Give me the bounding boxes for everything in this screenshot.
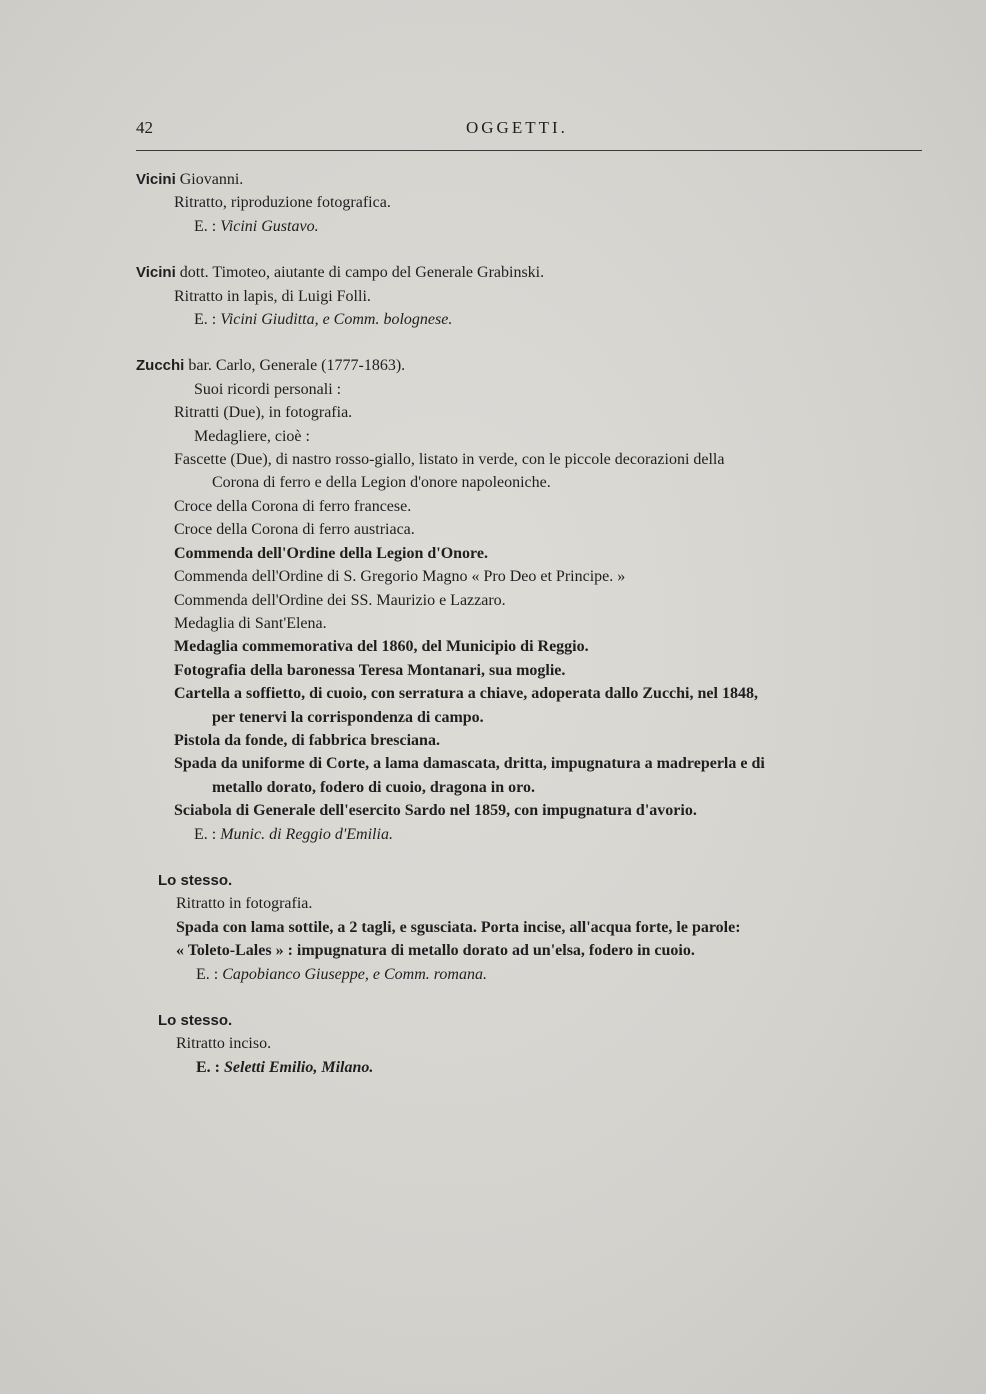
entry-heading [136,354,936,377]
catalog-entry [136,1009,936,1079]
entry-line: Spada con lama sottile, a 2 tagli, e sgusciata. Porta incise, all'acqua forte, le parole: [176,918,741,936]
catalog-entry [136,261,936,331]
entry-line: « Toleto-Lales » : impugnatura di metallo dorato ad un'elsa, fodero in cuoio. [176,942,695,960]
catalog-entry [136,354,936,846]
entry-line: Corona di ferro e della Legion d'onore napoleoniche. [212,474,551,492]
page-header [136,118,922,144]
entry-name: Lo stesso. [158,871,233,889]
entry-line: Croce della Corona di ferro austriaca. [174,521,415,539]
catalog-content [136,168,936,1102]
entry-line: Commenda dell'Ordine della Legion d'Onore. [174,544,488,562]
entry-donor: E. : Vicini Giuditta, e Comm. bolognese. [194,311,453,329]
catalog-entry [136,168,936,238]
header-rule [136,150,922,151]
entry-line: Ritratto in fotografia. [176,895,313,913]
entry-donor: E. : Munic. di Reggio d'Emilia. [194,825,393,843]
entry-line: Spada da uniforme di Corte, a lama damascata, dritta, impugnatura a madreperla e di [174,755,765,773]
entry-line: per tenervi la corrispondenza di campo. [212,708,484,726]
entry-line: Medaglia di Sant'Elena. [174,614,327,632]
entry-line: Pistola da fonde, di fabbrica bresciana. [174,731,440,749]
entry-line: Commenda dell'Ordine di S. Gregorio Magno « Pro Deo et Principe. » [174,568,626,586]
entry-line: Croce della Corona di ferro francese. [174,497,412,515]
entry-line: Cartella a soffietto, di cuoio, con serratura a chiave, adoperata dallo Zucchi, nel 1848, [174,685,758,703]
entry-line: Fascette (Due), di nastro rosso-giallo, listato in verde, con le piccole decorazioni della [174,451,725,469]
entry-line: Ritratto inciso. [176,1035,272,1053]
catalog-entry [136,869,936,986]
running-title: OGGETTI. [466,118,568,137]
entry-heading-rest: bar. Carlo, Generale (1777-1863). [184,357,406,375]
entry-heading [136,869,936,892]
page-number: 42 [136,118,153,137]
entry-line: Medagliere, cioè : [194,427,310,445]
entry-heading-rest: Giovanni. [175,171,244,188]
entry-heading [136,168,936,191]
entry-heading [136,1009,936,1032]
entry-line: Medaglia commemorativa del 1860, del Municipio di Reggio. [174,638,589,656]
entry-line: Fotografia della baronessa Teresa Montanari, sua moglie. [174,661,566,679]
entry-heading-rest: dott. Timoteo, aiutante di campo del Generale Grabinski. [175,264,545,282]
entry-line: Sciabola di Generale dell'esercito Sardo nel 1859, con impugnatura d'avorio. [174,802,697,820]
entry-donor: E. : Capobianco Giuseppe, e Comm. romana. [196,965,487,983]
entry-donor: E. : Vicini Gustavo. [194,217,319,235]
entry-donor: E. : Seletti Emilio, Milano. [196,1058,374,1076]
entry-name: Vicini [136,171,176,188]
entry-line: Ritratti (Due), in fotografia. [174,404,353,422]
entry-name: Lo stesso. [158,1012,233,1029]
entry-line: Suoi ricordi personali : [194,380,342,398]
entry-line: Commenda dell'Ordine dei SS. Maurizio e Lazzaro. [174,591,506,609]
entry-heading [136,261,936,284]
entry-line: Ritratto, riproduzione fotografica. [174,194,391,212]
entry-name: Zucchi [136,357,185,375]
entry-line: metallo dorato, fodero di cuoio, dragona in oro. [212,778,535,796]
entry-line: Ritratto in lapis, di Luigi Folli. [174,287,371,305]
entry-name: Vicini [136,264,176,282]
